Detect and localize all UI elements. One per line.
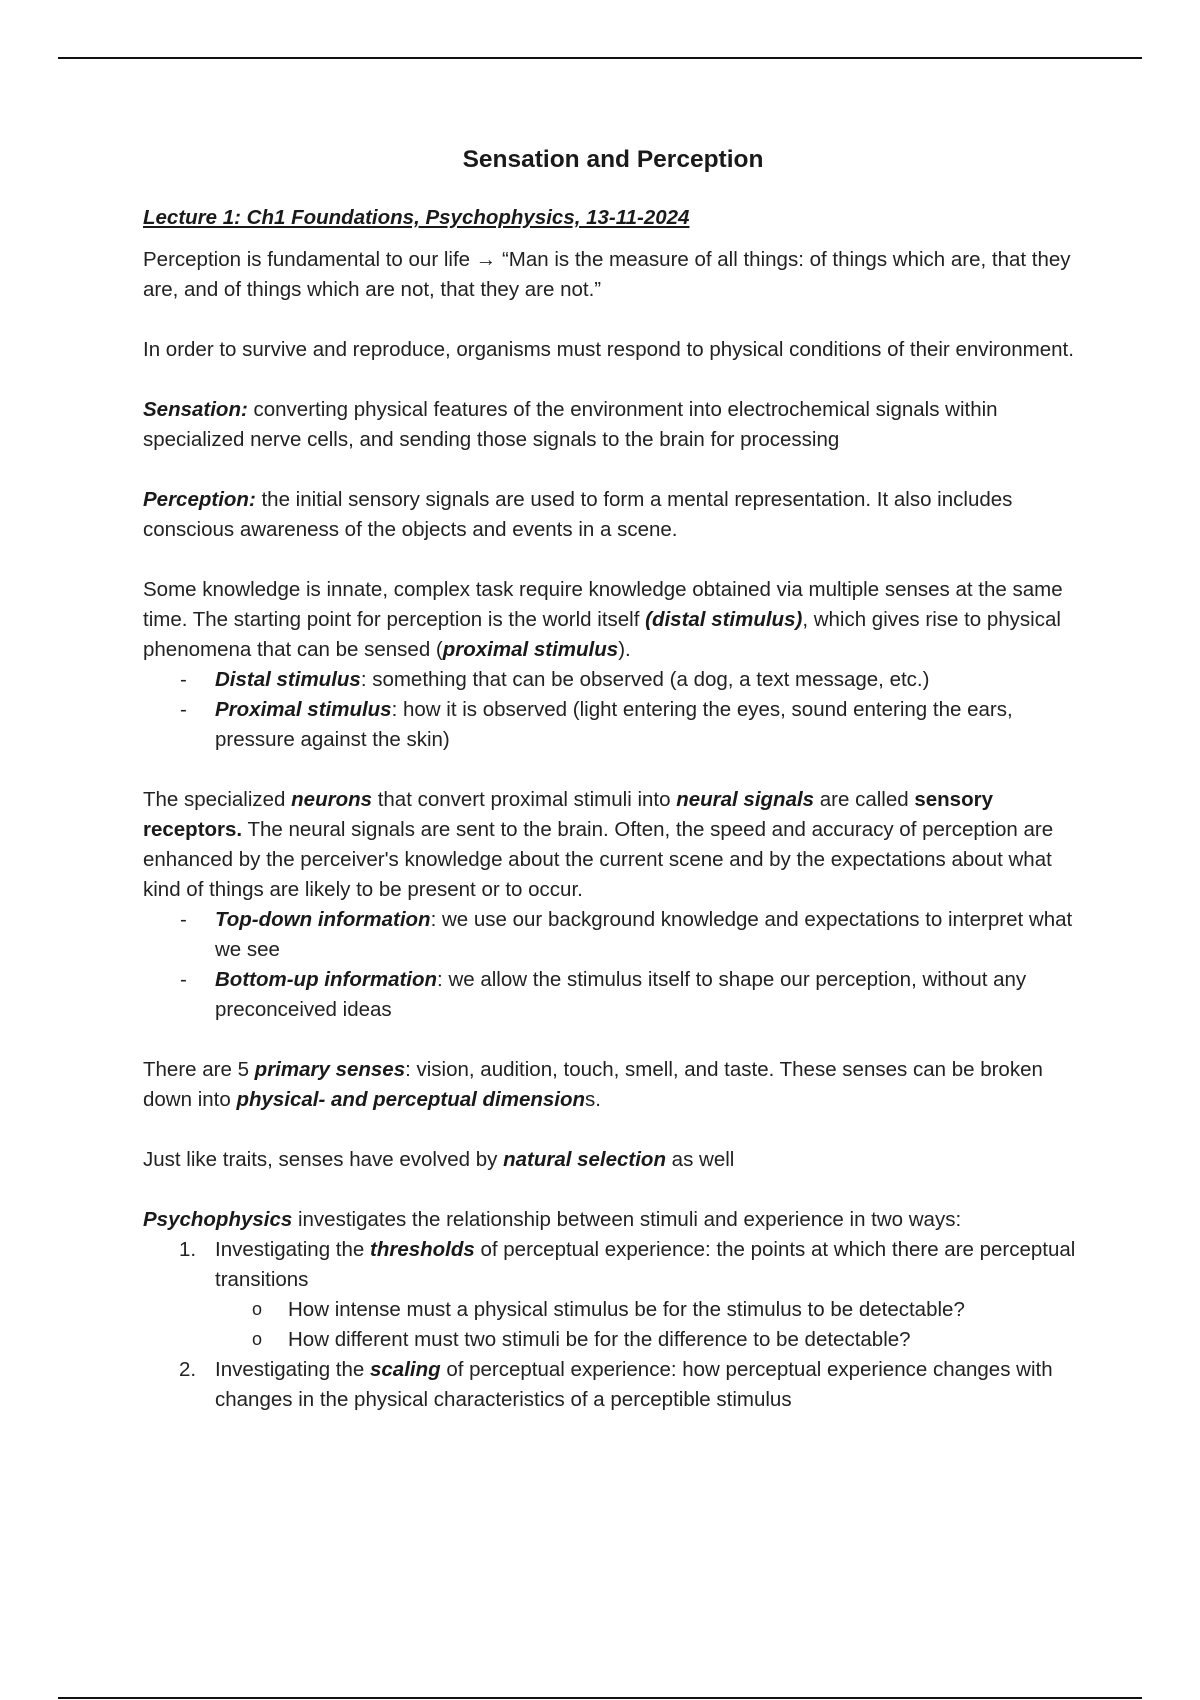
receptors-text-4: The neural signals are sent to the brain. Often, the speed and accuracy of perception are enhanced by the perceiver's knowledge about the current scene and by the expectations about what kind of things are likely to be present or to occur. (143, 818, 1054, 901)
stimulus-text-3: ). (618, 638, 631, 661)
list-number: 1. (179, 1238, 197, 1261)
receptors-paragraph (143, 785, 1083, 905)
list-item-term: Bottom-up information (215, 968, 438, 991)
list-number: 2. (179, 1358, 197, 1381)
sensation-term: Sensation: (143, 398, 248, 421)
scaling-term: scaling (370, 1358, 441, 1381)
lecture-heading: Lecture 1: Ch1 Foundations, Psychophysics, 13-11-2024 (143, 206, 690, 229)
list-item-term: Proximal stimulus (215, 698, 392, 721)
psychophysics-term: Psychophysics (143, 1208, 293, 1231)
proximal-stimulus-term: proximal stimulus (442, 638, 619, 661)
intro-paragraph: Perception is fundamental to our life → “Man is the measure of all things: of things which are, that they are, and of things which are not, that they are not.” (143, 248, 1071, 301)
thresholds-term: thresholds (370, 1238, 475, 1261)
traits-paragraph (143, 1145, 1083, 1175)
sensory-receptors-term: sensory receptors. (143, 788, 993, 841)
sublist-item: o How different must two stimuli be for the difference to be detectable? (288, 1325, 1083, 1355)
survival-paragraph: In order to survive and reproduce, organisms must respond to physical conditions of their environment. (143, 338, 1074, 361)
list-item (215, 695, 1083, 755)
perception-text: the initial sensory signals are used to form a mental representation. It also includes conscious awareness of the objects and events in a scene. (143, 488, 1013, 541)
threshold-sublist (215, 1295, 1083, 1355)
senses-text-3: s. (585, 1088, 601, 1111)
perception-definition (143, 485, 1083, 545)
list-item-text-1: Investigating the (215, 1358, 370, 1381)
list-item (215, 665, 1083, 695)
psychophysics-paragraph (143, 1205, 1083, 1235)
natural-selection-term: natural selection (503, 1148, 666, 1171)
primary-senses-term: primary senses (254, 1058, 406, 1081)
sensation-text: converting physical features of the environment into electrochemical signals within specialized nerve cells, and sending those signals to the brain for processing (143, 398, 998, 451)
page-title: Sensation and Perception (462, 146, 764, 173)
sublist-item: o How intense must a physical stimulus be for the stimulus to be detectable? (288, 1295, 1083, 1325)
list-item (179, 1355, 1083, 1415)
list-item-term: Top-down information (215, 908, 431, 931)
list-item-text: : we allow the stimulus itself to shape our perception, without any preconceived ideas (215, 968, 1027, 1021)
traits-text-2: as well (665, 1148, 735, 1171)
receptors-text-3: are called (814, 788, 915, 811)
dimensions-term: physical- and perceptual dimension (236, 1088, 586, 1111)
stimulus-paragraph (143, 575, 1083, 665)
senses-text-2: : vision, audition, touch, smell, and taste. These senses can be broken down into (143, 1058, 1043, 1111)
list-item-text: : something that can be observed (a dog, a text message, etc.) (360, 668, 930, 691)
senses-paragraph (143, 1055, 1083, 1115)
list-item-text: : we use our background knowledge and expectations to interpret what we see (215, 908, 1073, 961)
receptors-text-2: that convert proximal stimuli into (372, 788, 677, 811)
stimulus-text-1: Some knowledge is innate, complex task require knowledge obtained via multiple senses at the same time. The starting point for perception is the world itself (143, 578, 1063, 631)
list-item-text-1: Investigating the (215, 1238, 370, 1261)
traits-text-1: Just like traits, senses have evolved by (143, 1148, 504, 1171)
stimulus-list (143, 665, 1083, 755)
information-list (143, 905, 1083, 1025)
distal-stimulus-term: (distal stimulus) (645, 608, 803, 631)
document-body (143, 143, 1083, 1415)
sensation-definition (143, 395, 1083, 455)
perception-term: Perception: (143, 488, 256, 511)
bottom-rule (58, 1697, 1142, 1699)
receptors-text-1: The specialized (143, 788, 292, 811)
psychophysics-text: investigates the relationship between stimuli and experience in two ways: (292, 1208, 962, 1231)
list-item (179, 1235, 1083, 1355)
list-item-term: Distal stimulus (215, 668, 361, 691)
list-item (215, 965, 1083, 1025)
top-rule (58, 57, 1142, 59)
list-item-text: : how it is observed (light entering the eyes, sound entering the ears, pressure against the skin) (215, 698, 1013, 751)
senses-text-1: There are 5 (143, 1058, 255, 1081)
stimulus-text-2: , which gives rise to physical phenomena that can be sensed ( (143, 608, 1061, 661)
neural-signals-term: neural signals (676, 788, 815, 811)
list-item-text-2: of perceptual experience: the points at which there are perceptual transitions (215, 1238, 1076, 1291)
list-item-text-2: of perceptual experience: how perceptual experience changes with changes in the physical characteristics of a perceptible stimulus (215, 1358, 1053, 1411)
psychophysics-list (143, 1235, 1083, 1415)
list-item (215, 905, 1083, 965)
neurons-term: neurons (291, 788, 373, 811)
